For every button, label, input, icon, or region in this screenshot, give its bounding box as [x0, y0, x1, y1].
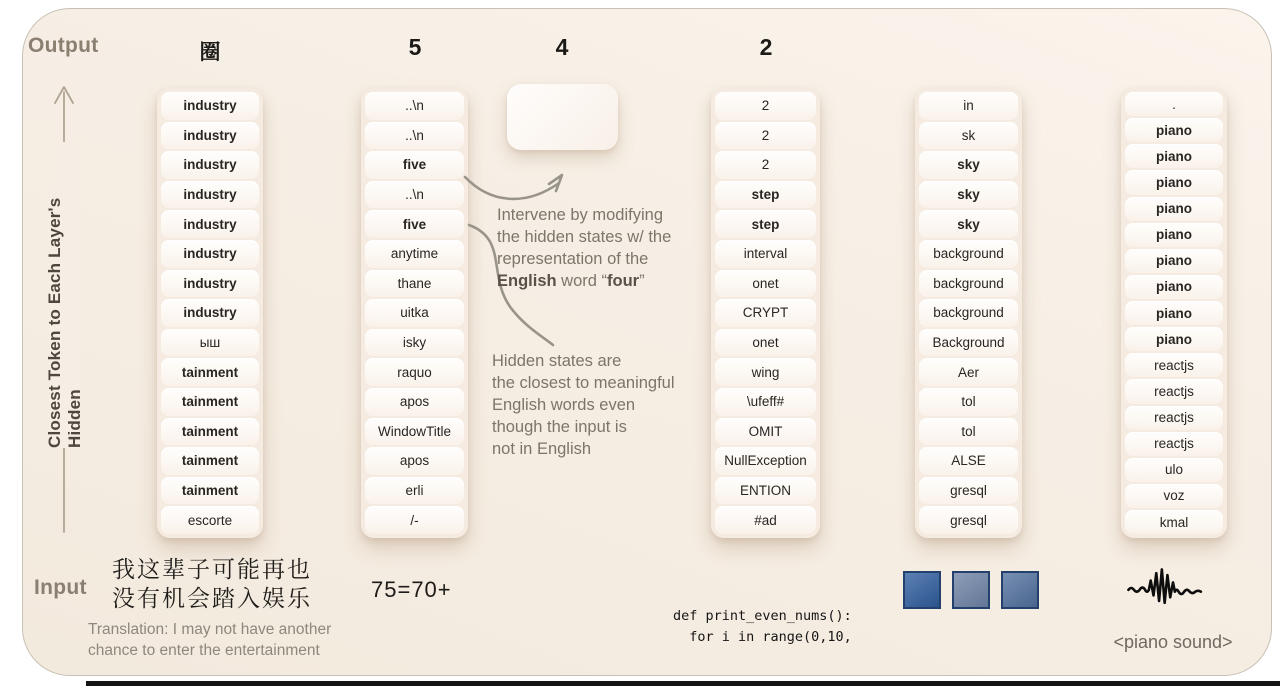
token-row: gresql	[919, 477, 1018, 505]
token-row: background	[919, 240, 1018, 268]
token-row: onet	[715, 329, 816, 357]
token-column-math	[361, 88, 468, 538]
token-row: \ufeff#	[715, 388, 816, 416]
text-line: def print_even_nums():	[673, 608, 852, 624]
token-row: interval	[715, 240, 816, 268]
axis-label: Closest Token to Each Layer's Hidden	[50, 142, 80, 448]
token-row: onet	[715, 270, 816, 298]
token-row: ENTION	[715, 477, 816, 505]
token-row: background	[919, 270, 1018, 298]
token-row: piano	[1125, 223, 1223, 247]
token-row: industry	[161, 210, 259, 238]
input-math-text: 75=70+	[371, 577, 452, 602]
hidden-states-note	[492, 350, 702, 460]
token-row: anytime	[365, 240, 464, 268]
token-row: piano	[1125, 118, 1223, 142]
token-row: piano	[1125, 301, 1223, 325]
token-row: Aer	[919, 358, 1018, 386]
input-image-patches	[903, 571, 1039, 609]
text-line: English words even	[492, 396, 636, 414]
output-token-chinese: 圈	[199, 41, 221, 64]
token-row: .	[1125, 92, 1223, 116]
token-row: gresql	[919, 506, 1018, 534]
token-row: raquo	[365, 358, 464, 386]
token-column-image	[915, 88, 1022, 538]
output-token-intervened: 4	[555, 34, 569, 60]
text-line: the hidden states w/ the	[497, 228, 672, 246]
output-token-code: 2	[759, 34, 773, 60]
token-row: piano	[1125, 170, 1223, 194]
token-row: thane	[365, 270, 464, 298]
token-row: tainment	[161, 358, 259, 386]
token-row: industry	[161, 240, 259, 268]
waveform-icon	[1126, 562, 1220, 614]
token-row: five	[365, 151, 464, 179]
token-row: piano	[1125, 327, 1223, 351]
token-row: CRYPT	[715, 299, 816, 327]
token-row: industry	[161, 299, 259, 327]
text-line: English word “four”	[497, 272, 645, 290]
bottom-border-line	[86, 681, 1280, 686]
token-row: 2	[715, 92, 816, 120]
text-line: though the input is	[492, 418, 627, 436]
token-row: ..\n	[365, 122, 464, 150]
text-line: Intervene by modifying	[497, 206, 664, 224]
token-row: industry	[161, 270, 259, 298]
token-row: reactjs	[1125, 379, 1223, 403]
token-row: uitka	[365, 299, 464, 327]
token-row: apos	[365, 388, 464, 416]
token-row: 2	[715, 151, 816, 179]
token-row: tainment	[161, 447, 259, 475]
image-patch	[903, 571, 941, 609]
token-row: ..\n	[365, 181, 464, 209]
token-row: #ad	[715, 506, 816, 534]
token-row: reactjs	[1125, 406, 1223, 430]
token-row: piano	[1125, 197, 1223, 221]
token-row: industry	[161, 92, 259, 120]
text-line: for i in range(0,10,	[673, 629, 852, 645]
token-row: step	[715, 210, 816, 238]
token-row: Background	[919, 329, 1018, 357]
token-column-audio	[1121, 88, 1227, 538]
token-row: ..\n	[365, 92, 464, 120]
token-row: tol	[919, 388, 1018, 416]
token-row: industry	[161, 151, 259, 179]
token-row: industry	[161, 122, 259, 150]
token-column-chinese	[157, 88, 263, 538]
bold-word-four: four	[607, 272, 640, 290]
token-row: sky	[919, 181, 1018, 209]
token-row: piano	[1125, 275, 1223, 299]
token-row: OMIT	[715, 418, 816, 446]
token-row: industry	[161, 181, 259, 209]
bold-word-english: English	[497, 272, 557, 290]
text-line: 没有机会踏入娱乐	[112, 586, 312, 612]
image-patch	[952, 571, 990, 609]
token-row: /-	[365, 506, 464, 534]
text-line: not in English	[492, 440, 592, 458]
token-row: apos	[365, 447, 464, 475]
token-row: voz	[1125, 484, 1223, 508]
token-row: reactjs	[1125, 432, 1223, 456]
input-chinese-text	[112, 556, 312, 614]
token-row: ulo	[1125, 458, 1223, 482]
token-row: tainment	[161, 477, 259, 505]
text-line: Hidden states are	[492, 352, 622, 370]
token-row: NullException	[715, 447, 816, 475]
audio-caption: <piano sound>	[1113, 632, 1233, 652]
token-row: five	[365, 210, 464, 238]
token-row: wing	[715, 358, 816, 386]
token-row: reactjs	[1125, 353, 1223, 377]
token-row: isky	[365, 329, 464, 357]
output-token-math: 5	[408, 34, 422, 60]
token-row: ALSE	[919, 447, 1018, 475]
text-line: 我这辈子可能再也	[112, 557, 312, 583]
token-row: WindowTitle	[365, 418, 464, 446]
token-row: piano	[1125, 249, 1223, 273]
translation-note	[88, 620, 331, 661]
input-label: Input	[34, 576, 87, 599]
text-line: Translation: I may not have another	[88, 621, 332, 638]
token-row: step	[715, 181, 816, 209]
token-row: erli	[365, 477, 464, 505]
token-row: kmal	[1125, 510, 1223, 534]
token-row: ыш	[161, 329, 259, 357]
text-line: representation of the	[497, 250, 649, 268]
token-row: background	[919, 299, 1018, 327]
text-line: chance to enter the entertainment	[88, 641, 320, 659]
output-label: Output	[28, 34, 99, 57]
token-column-code	[711, 88, 820, 538]
token-row: sky	[919, 210, 1018, 238]
token-row: sky	[919, 151, 1018, 179]
intervention-note	[497, 204, 697, 292]
input-code-snippet	[673, 564, 852, 688]
token-row: escorte	[161, 506, 259, 534]
text-line: the closest to meaningful	[492, 374, 675, 392]
token-row: piano	[1125, 144, 1223, 168]
token-row: tainment	[161, 388, 259, 416]
token-row: sk	[919, 122, 1018, 150]
token-row: 2	[715, 122, 816, 150]
image-patch	[1001, 571, 1039, 609]
token-row: tainment	[161, 418, 259, 446]
intervened-column-card	[507, 84, 618, 150]
token-row: tol	[919, 418, 1018, 446]
token-row: in	[919, 92, 1018, 120]
